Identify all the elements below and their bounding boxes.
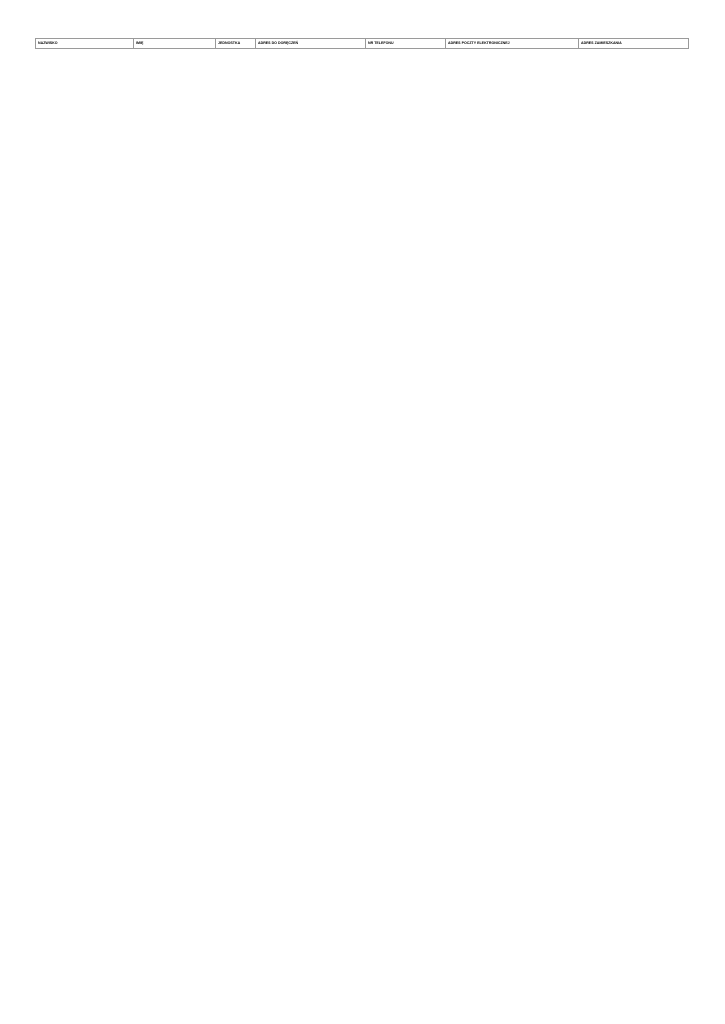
header-row — [36, 39, 689, 49]
attorney-table — [35, 38, 689, 49]
column-header-phone: NR TELEFONU — [366, 39, 446, 49]
column-header-home-address: ADRES ZAMIESZKANIA — [579, 39, 689, 49]
attorney-list-sheet — [35, 38, 688, 49]
column-header-unit: JEDNOSTKA — [216, 39, 256, 49]
column-header-first-name: IMIĘ — [134, 39, 216, 49]
column-header-surname: NAZWISKO — [36, 39, 134, 49]
column-header-delivery-address: ADRES DO DORĘCZEŃ — [256, 39, 366, 49]
column-header-email: ADRES POCZTY ELEKTRONICZNEJ — [446, 39, 579, 49]
